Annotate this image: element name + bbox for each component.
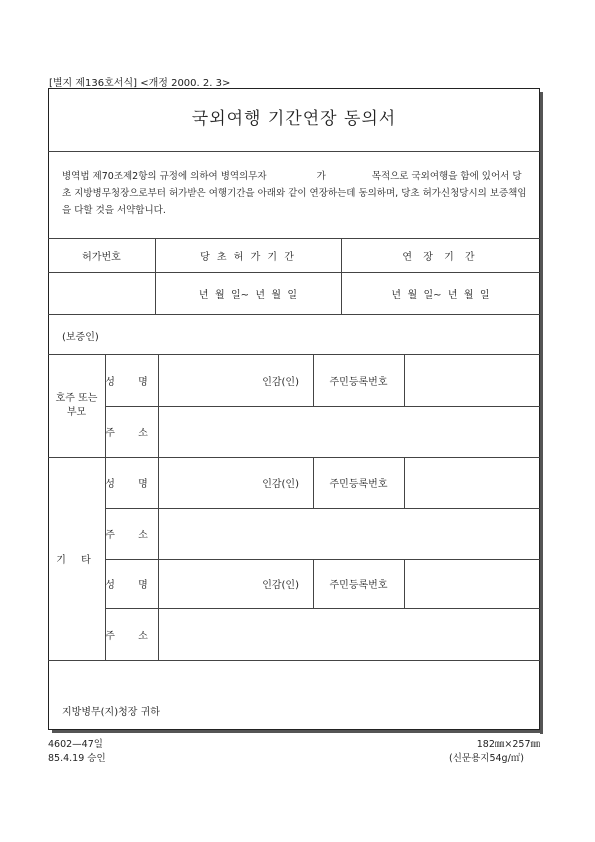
addressee: 지방병무(지)청장 귀하 (62, 706, 160, 718)
address-field[interactable] (158, 406, 540, 457)
permit-number-header: 허가번호 (82, 251, 121, 263)
permit-number-field[interactable] (48, 272, 155, 314)
rrn-field[interactable] (404, 457, 540, 508)
form-code: 4602—47일 (48, 739, 103, 750)
frame-shadow-bottom (52, 730, 543, 733)
address-field[interactable] (158, 508, 540, 559)
pledge-text (62, 168, 528, 219)
original-period-field[interactable]: 년 월 일~ 년 월 일 (198, 289, 298, 301)
paper-type: (신문용지54g/㎡) (449, 753, 524, 764)
rrn-field[interactable] (404, 559, 540, 608)
extended-period-header: 연 장 기 간 (402, 251, 479, 263)
form-title: 국외여행 기간연장 동의서 (191, 109, 397, 129)
rrn-label: 주민등록번호 (329, 376, 388, 388)
divider (48, 151, 540, 152)
pledge-particle: 가 (316, 171, 326, 182)
name-label: 성 명 (105, 376, 158, 388)
address-field[interactable] (158, 608, 540, 660)
frame-shadow-right (540, 92, 543, 734)
address-label: 주 소 (105, 530, 158, 541)
original-period-header: 당 초 허 가 기 간 (200, 251, 296, 263)
rrn-field[interactable] (404, 354, 540, 406)
paper-size: 182㎜×257㎜ (476, 739, 540, 750)
address-label: 주 소 (105, 428, 158, 439)
extended-period-field[interactable]: 년 월 일~ 년 월 일 (391, 289, 490, 301)
rrn-label: 주민등록번호 (329, 479, 388, 490)
other-label: 기 타 (56, 555, 97, 566)
rrn-label: 주민등록번호 (329, 580, 388, 591)
approval-date: 85.4.19 승인 (48, 753, 106, 764)
name-seal-field[interactable]: 인감(인) (262, 376, 299, 388)
name-seal-field[interactable]: 인감(인) (262, 479, 299, 490)
head-or-parent-label: 호주 또는 부모 (55, 392, 98, 418)
name-label: 성 명 (105, 580, 158, 591)
pledge-part1: 병역법 제70조제2항의 규정에 의하여 병역의무자 (62, 171, 267, 182)
pledge-part2: 목적으로 국외여행을 함에 있어서 당초 지방병무청장으로부터 허가받은 여행기간을 아래와 같이 연장하는데 동의하며, 당초 허가신청당시의 보증책임을 다할 것을 서약합니다. (62, 171, 527, 216)
guarantor-bottom-line (48, 660, 540, 661)
name-label: 성 명 (105, 479, 158, 490)
name-seal-field[interactable]: 인감(인) (262, 580, 299, 591)
form-number-note: [별지 제136호서식] <개정 2000. 2. 3> (49, 78, 231, 89)
table-bottom-line (48, 314, 540, 315)
guarantor-heading: (보증인) (62, 331, 99, 343)
address-label: 주 소 (105, 630, 158, 642)
